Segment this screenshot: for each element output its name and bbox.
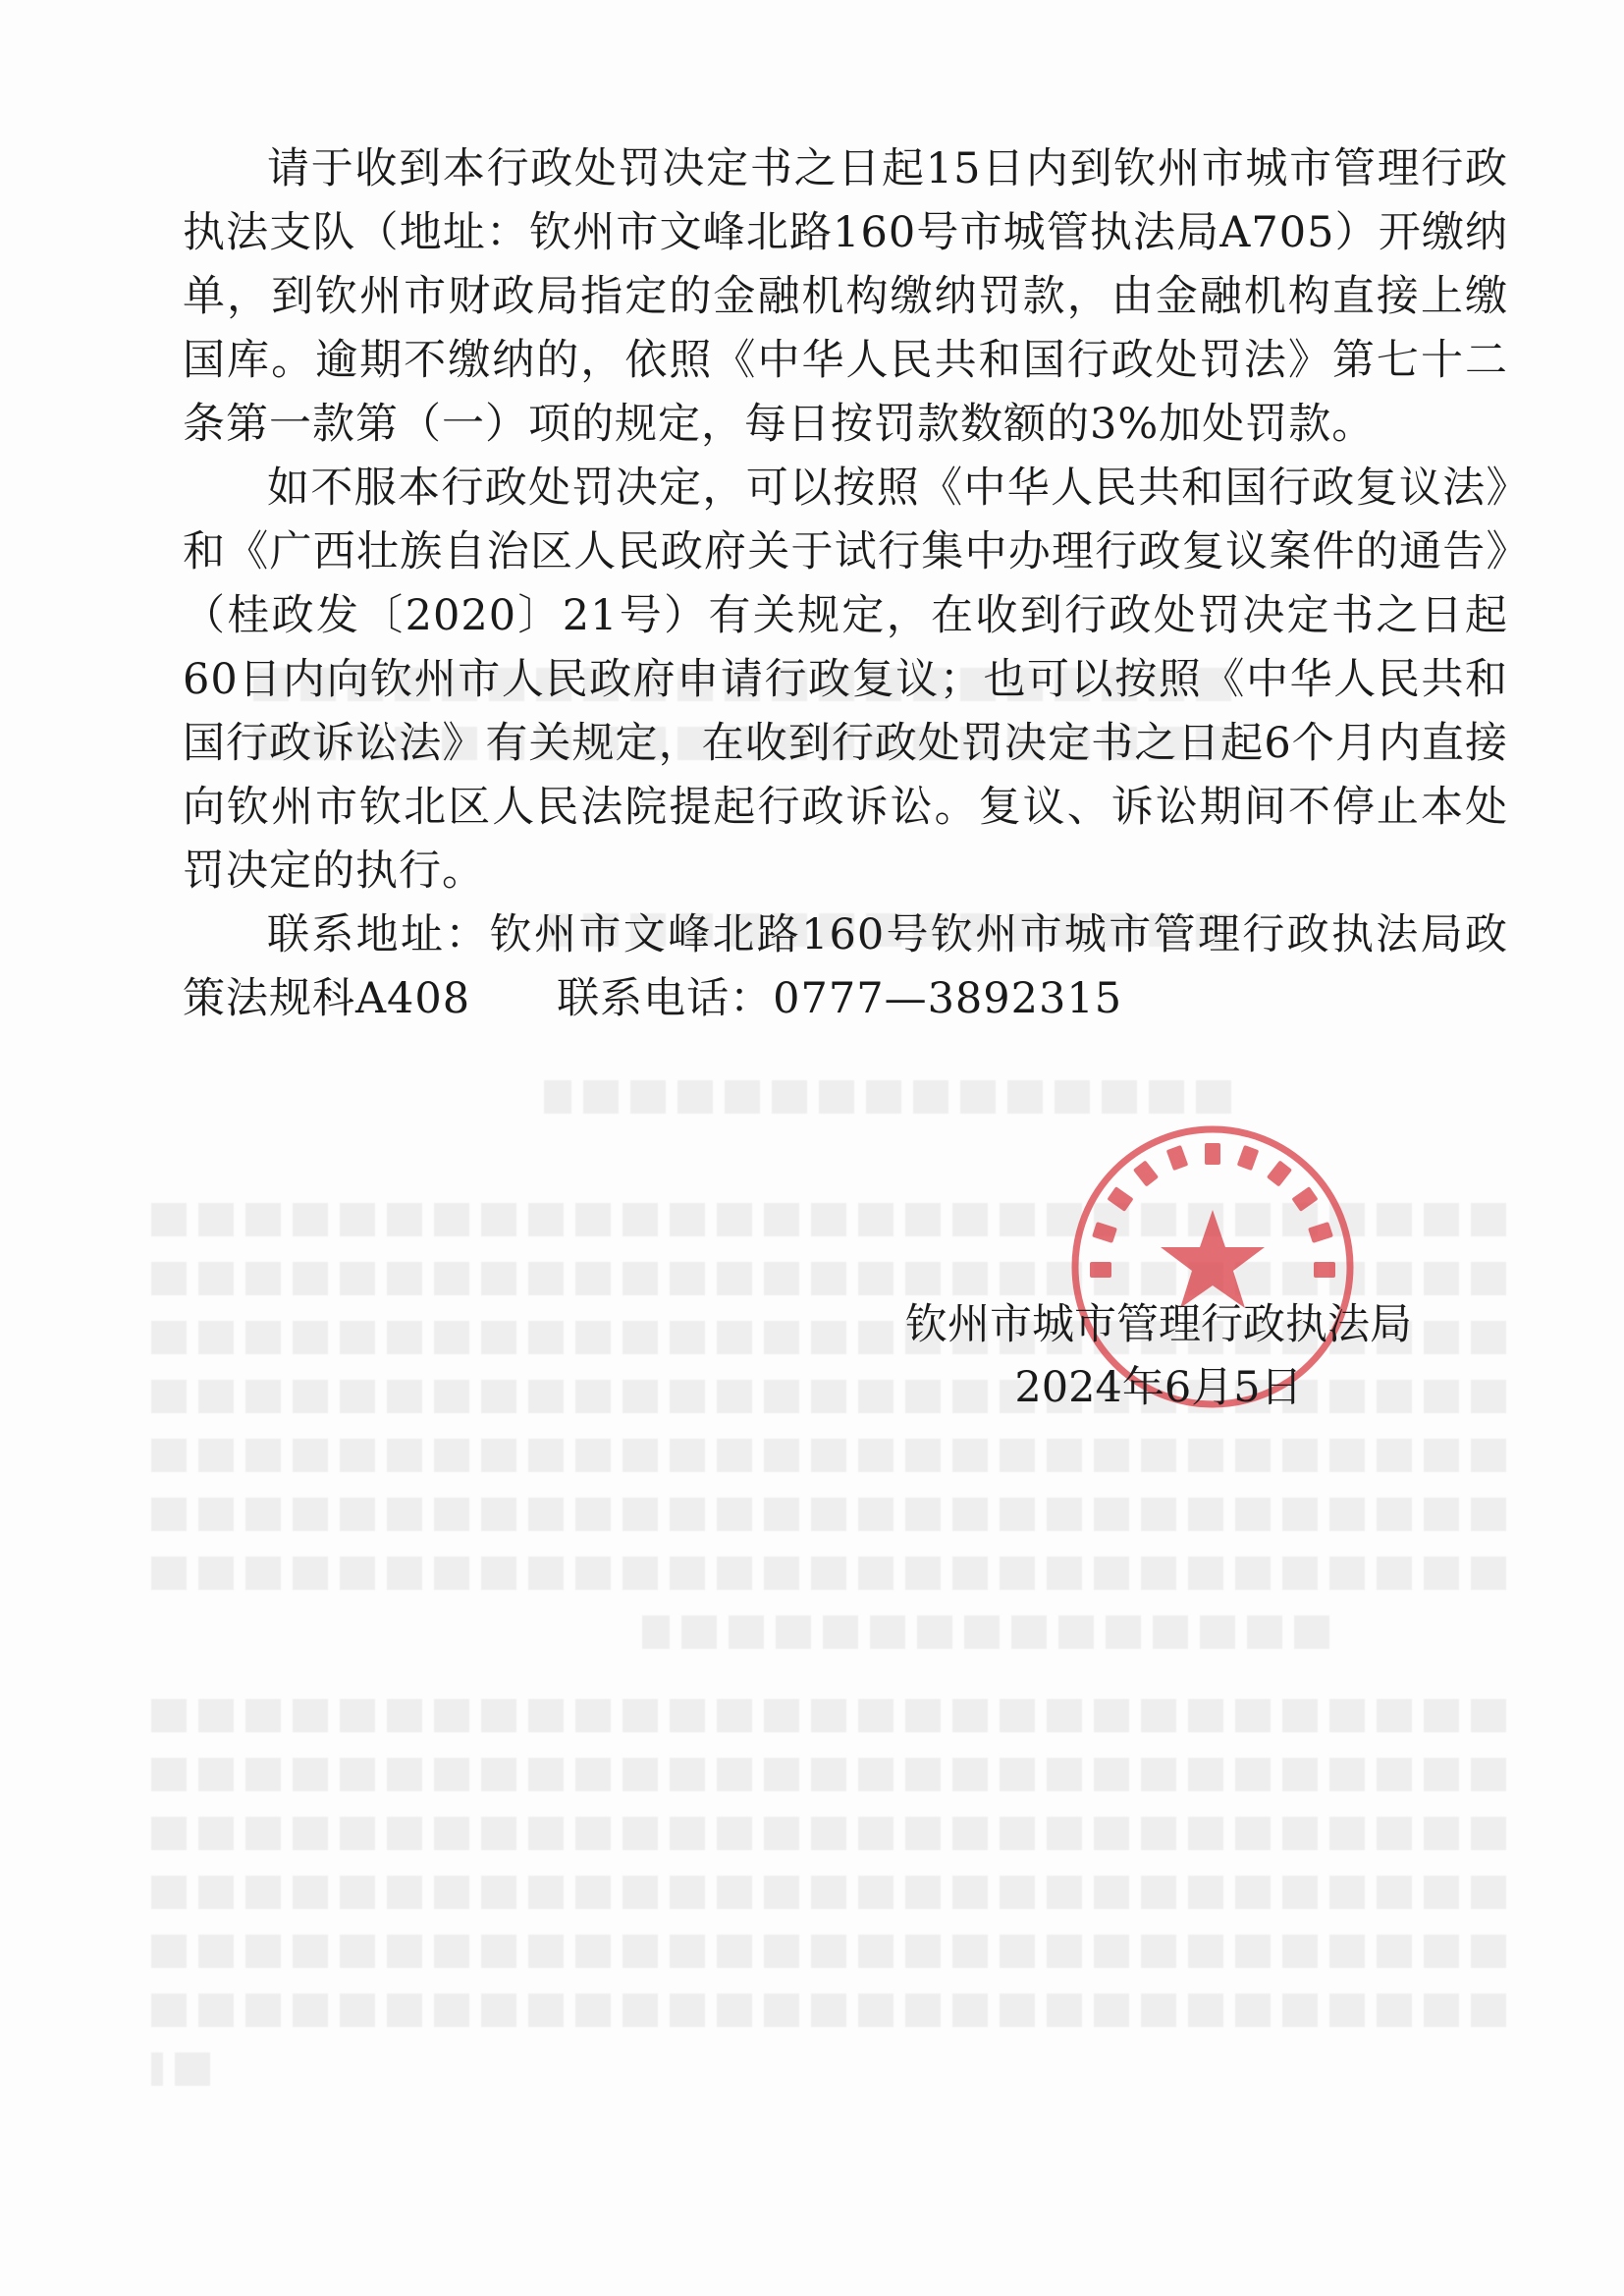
- contact-info-paragraph: [183, 903, 1508, 1031]
- seal-star: [1161, 1210, 1265, 1308]
- appeal-rights-paragraph: 如不服本行政处罚决定，可以按照《中华人民共和国行政复议法》和《广西壮族自治区人民政府关于试行集中办理行政复议案件的通告》（桂政发〔2020〕21号）有关规定，在收到行政处罚决定书之日起60日内向钦州市人民政府申请行政复议；也可以按照《中华人民共和国行政诉讼法》有关规定，在收到行政处罚决定书之日起6个月内直接向钦州市钦北区人民法院提起行政诉讼。复议、诉讼期间不停止本处罚决定的执行。: [183, 464, 1508, 896]
- issuing-organization: 钦州市城市管理行政执法局: [905, 1300, 1412, 1349]
- contact-phone-label: 联系电话：: [557, 974, 774, 1023]
- signature-block: [884, 1294, 1434, 1418]
- payment-instructions-paragraph: 请于收到本行政处罚决定书之日起15日内到钦州市城市管理行政执法支队（地址：钦州市文峰北路160号市城管执法局A705）开缴纳单，到钦州市财政局指定的金融机构缴纳罚款，由金融机构直接上缴国库。逾期不缴纳的，依照《中华人民共和国行政处罚法》第七十二条第一款第（一）项的规定，每日按罚款数额的3%加处罚款。: [183, 144, 1508, 449]
- contact-address-label: 联系地址：: [267, 910, 490, 959]
- contact-address: 钦州市文峰北路160号钦州市城市管理行政执法局政策法规科A408: [183, 910, 1508, 1023]
- issue-date: 2024年6月5日: [1014, 1363, 1303, 1412]
- document-body: [183, 137, 1508, 1031]
- contact-phone: 0777—3892315: [773, 974, 1123, 1023]
